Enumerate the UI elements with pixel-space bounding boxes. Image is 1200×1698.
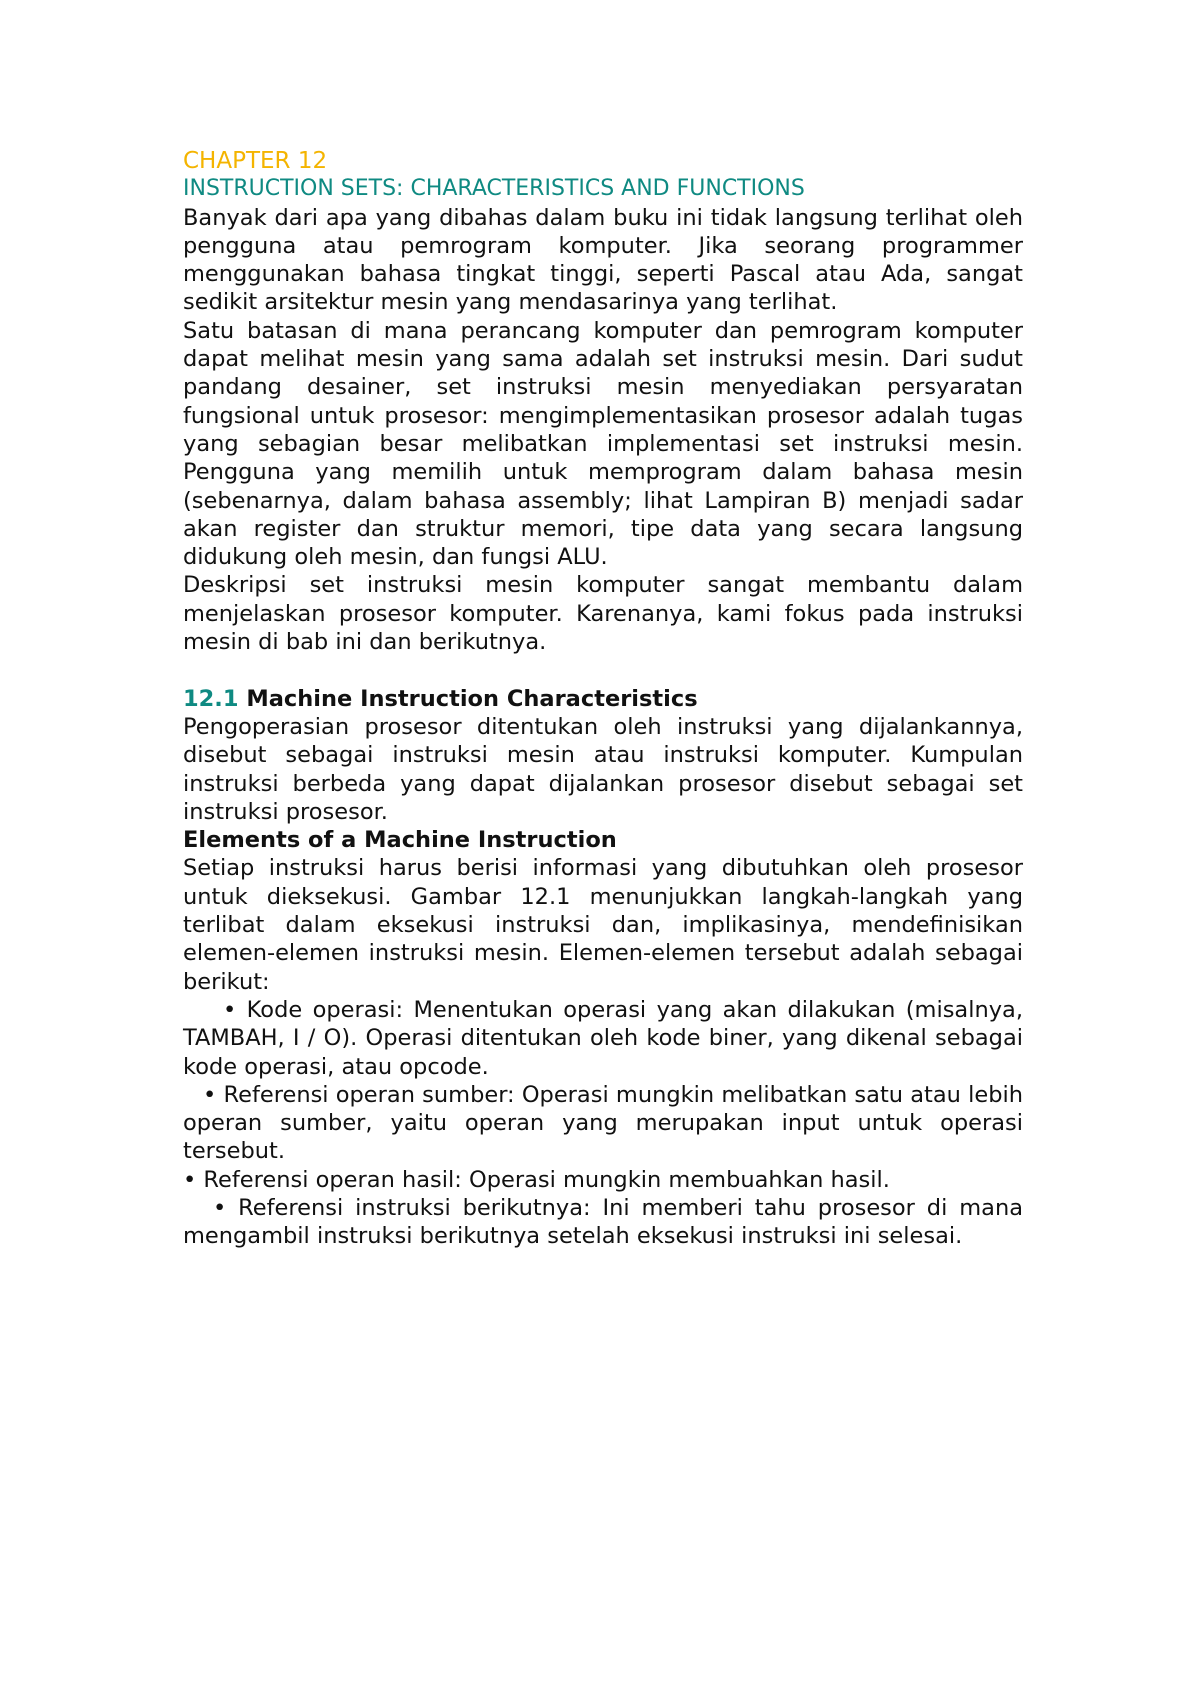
section-heading [183,685,1023,713]
subsection-heading: Elements of a Machine Instruction [183,827,617,854]
intro-paragraph-1: Banyak dari apa yang dibahas dalam buku ini tidak langsung terlihat oleh pengguna atau pemrogram komputer. Jika seorang programmer menggunakan bahasa tingkat tinggi, seperti Pascal atau Ada, sangat sedikit arsitektur mesin yang mendasarinya yang terlihat. [183,204,1023,316]
bullet-item-result-operand: • Referensi operan hasil: Operasi mungkin membuahkan hasil. [183,1166,890,1193]
section-title: Machine Instruction Characteristics [238,685,698,712]
chapter-number: CHAPTER 12 [183,148,328,174]
spacer [183,656,1023,684]
intro-paragraph-3: Deskripsi set instruksi mesin komputer sangat membantu dalam menjelaskan prosesor komputer. Karenanya, kami fokus pada instruksi mesin di bab ini dan berikutnya. [183,572,1023,656]
bullet-item-next-instruction: • Referensi instruksi berikutnya: Ini memberi tahu prosesor di mana mengambil instruksi berikutnya setelah eksekusi instruksi ini selesai. [183,1194,1023,1250]
section-number: 12.1 [183,685,239,712]
intro-paragraph-2: Satu batasan di mana perancang komputer dan pemrogram komputer dapat melihat mesin yang sama adalah set instruksi mesin. Dari sudut pandang desainer, set instruksi mesin menyediakan persyaratan fungsional untuk prosesor: mengimplementasikan prosesor adalah tugas yang sebagian besar melibatkan implementasi set instruksi mesin. Pengguna yang memilih untuk memprogram dalam bahasa mesin (sebenarnya, dalam bahasa assembly; lihat Lampiran B) menjadi sadar akan register dan struktur memori, tipe data yang secara langsung didukung oleh mesin, dan fungsi ALU. [183,317,1023,571]
bullet-item-opcode: • Kode operasi: Menentukan operasi yang akan dilakukan (misalnya, TAMBAH, I / O). Operasi ditentukan oleh kode biner, yang dikenal sebagai kode operasi, atau opcode. [183,996,1023,1080]
document-page [183,147,1023,1251]
section-paragraph: Pengoperasian prosesor ditentukan oleh instruksi yang dijalankannya, disebut sebagai instruksi mesin atau instruksi komputer. Kumpulan instruksi berbeda yang dapat dijalankan prosesor disebut sebagai set instruksi prosesor. [183,713,1023,825]
bullet-item-source-operand: • Referensi operan sumber: Operasi mungkin melibatkan satu atau lebih operan sumber, yaitu operan yang merupakan input untuk operasi tersebut. [183,1081,1023,1165]
subsection-paragraph: Setiap instruksi harus berisi informasi yang dibutuhkan oleh prosesor untuk dieksekusi. Gambar 12.1 menunjukkan langkah-langkah yang terlibat dalam eksekusi instruksi dan, implikasinya, mendefinisikan elemen-elemen instruksi mesin. Elemen-elemen tersebut adalah sebagai berikut: [183,855,1023,995]
chapter-title: INSTRUCTION SETS: CHARACTERISTICS AND FUNCTIONS [183,176,805,202]
